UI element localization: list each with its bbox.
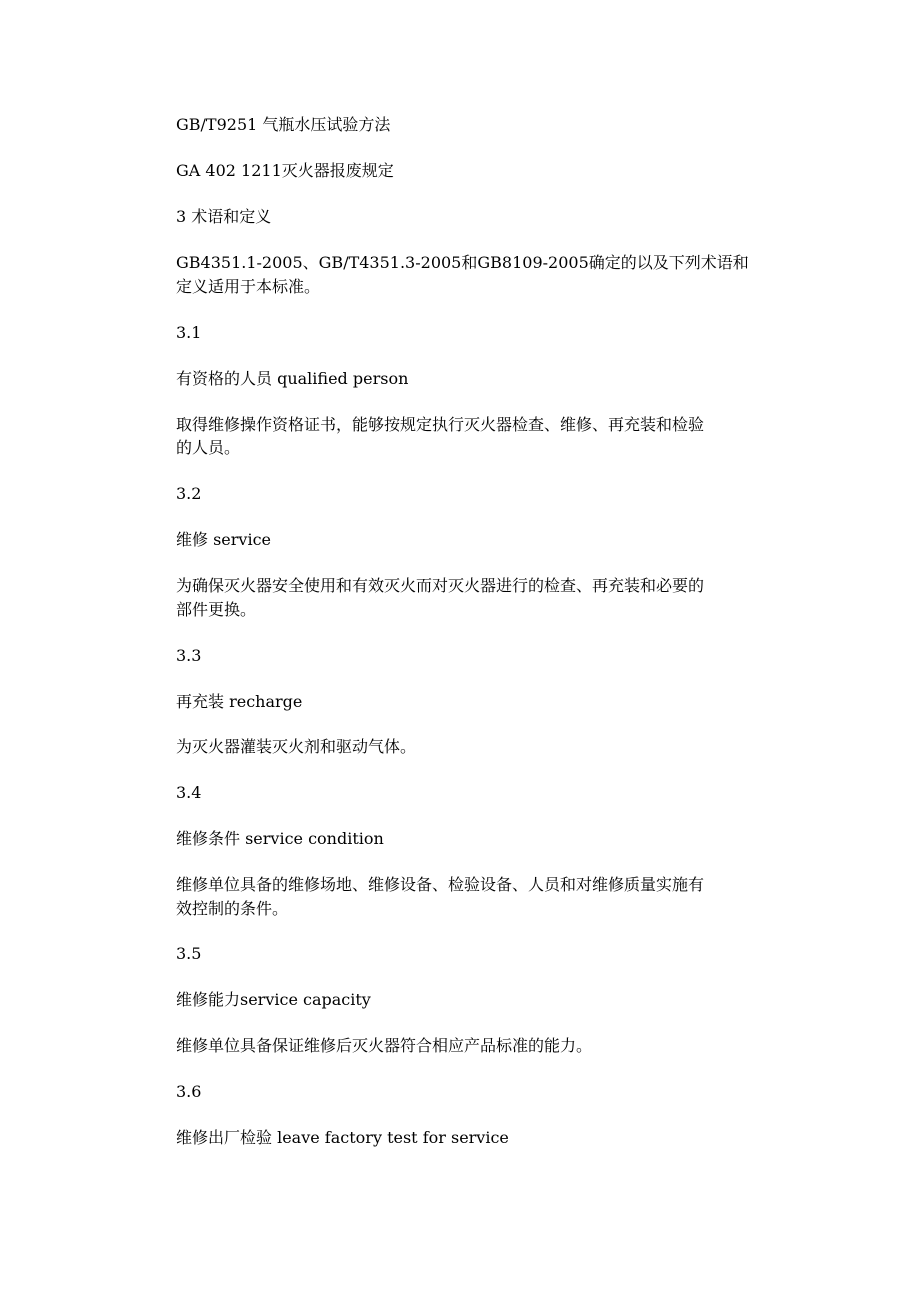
term-definition-line1: 维修单位具备的维修场地、维修设备、检验设备、人员和对维修质量实施有 [176, 875, 705, 894]
term-definition-line1: 取得维修操作资格证书，能够按规定执行灭火器检查、维修、再充装和检验 [176, 415, 705, 434]
term-number: 3.1 [176, 323, 202, 342]
term-title: 维修能力service capacity [176, 990, 371, 1009]
reference-standard-line: GB/T9251 气瓶水压试验方法 [176, 115, 391, 134]
term-definition-line2: 的人员。 [176, 438, 241, 457]
term-title: 维修 service [176, 530, 272, 549]
term-definition-line1: 维修单位具备保证维修后灭火器符合相应产品标准的能力。 [176, 1036, 593, 1055]
reference-standard-line: GA 402 1211灭火器报废规定 [176, 161, 394, 180]
term-definition-line1: 为确保灭火器安全使用和有效灭火而对灭火器进行的检查、再充装和必要的 [176, 576, 705, 595]
term-number: 3.6 [176, 1082, 202, 1101]
intro-paragraph-line2: 定义适用于本标准。 [176, 277, 321, 296]
term-title: 有资格的人员 qualified person [176, 369, 409, 388]
term-title: 再充装 recharge [176, 692, 303, 711]
term-number: 3.4 [176, 783, 202, 802]
term-definition-line2: 部件更换。 [176, 600, 257, 619]
term-title: 维修出厂检验 leave factory test for service [176, 1128, 509, 1147]
term-title: 维修条件 service condition [176, 829, 384, 848]
term-definition-line2: 效控制的条件。 [176, 899, 289, 918]
intro-paragraph-line1: GB4351.1-2005、GB/T4351.3-2005和GB8109-2005确定的以及下列术语和 [176, 253, 749, 272]
section-heading: 3 术语和定义 [176, 207, 272, 226]
term-number: 3.2 [176, 484, 202, 503]
term-number: 3.3 [176, 646, 202, 665]
term-number: 3.5 [176, 944, 202, 963]
term-definition-line1: 为灭火器灌装灭火剂和驱动气体。 [176, 737, 417, 756]
